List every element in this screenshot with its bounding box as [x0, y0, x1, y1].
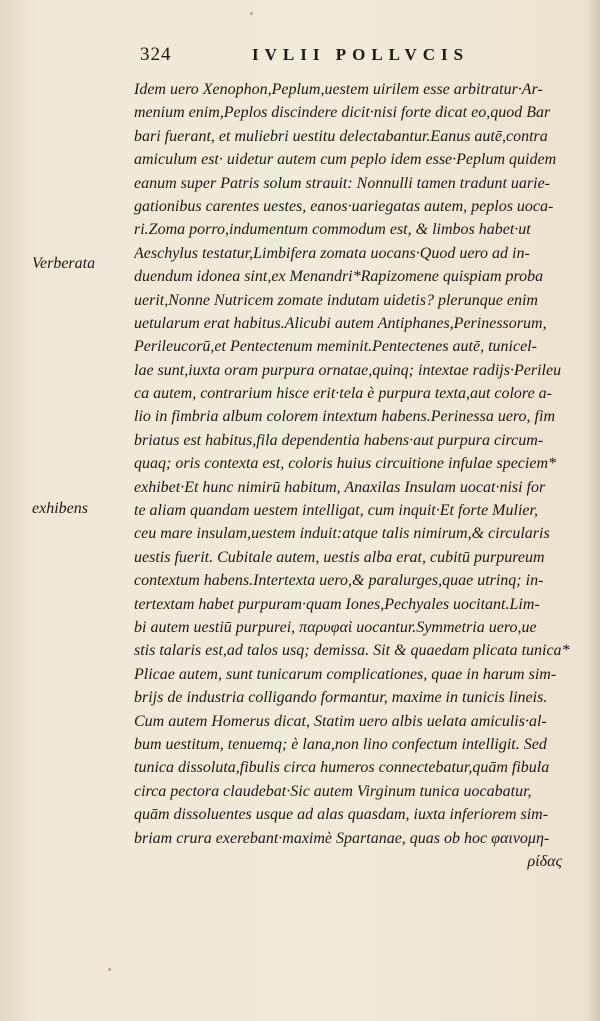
text-line: Plicae autem, sunt tunicarum complicationes, quae in harum sim- [134, 665, 557, 683]
page-header [140, 44, 560, 68]
text-line: menium enim,Peplos discindere dicit·nisi forte dicat eo,quod Bar [134, 104, 551, 122]
text-line: gationibus carentes uestes, eanos·uariegatas autem, peplos uoca- [134, 197, 554, 215]
margin-note: Verberata [32, 255, 96, 272]
text-line: lae sunt,iuxta oram purpura ornatae,quinq; intextae radijs·Perileu [134, 361, 562, 379]
text-line: te aliam quandam uestem intelligat, cum inquit·Et forte Mulier, [134, 502, 538, 520]
text-line: Perileucorū,et Pentectenum meminit.Pentectenes autē, tunicel- [134, 338, 537, 356]
paper-speck [108, 968, 111, 971]
paper-speck [250, 12, 253, 15]
margin-note: exhibens [32, 500, 88, 517]
text-line: circa pectora claudebat·Sic autem Virginum tunica uocabatur, [134, 782, 532, 800]
text-line: briatus est habitus,fila dependentia habens·aut purpura circum- [134, 431, 544, 449]
text-line: uestis fuerit. Cubitale autem, uestis alba erat, cubitū purpureum [134, 548, 545, 566]
page-number: 324 [140, 44, 172, 65]
text-line: quām dissoluentes usque ad alas quasdam, iuxta inferiorem sim- [134, 806, 549, 824]
text-line: tertextam habet purpuram·quam Iones,Pechyales uocitant.Lim- [134, 595, 540, 613]
text-line: tunica dissoluta,fibulis circa humeros connectebatur,quām fibula [134, 759, 550, 777]
body-text [134, 78, 572, 873]
text-line: exhibet·Et hunc nimirū habitum, Anaxilas Insulam uocat·nisi for [134, 478, 546, 496]
text-line: Idem uero Xenophon,Peplum,uestem uirilem esse arbitratur·Ar- [134, 81, 543, 98]
text-line: contextum habens.Intertexta uero,& paralurges,quae utrinq; in- [134, 572, 544, 590]
text-line: bari fuerant, et muliebri uestitu delectabantur.Eanus autē,contra [134, 127, 548, 145]
text-line: amiculum est· uidetur autem cum peplo idem esse·Peplum quidem [134, 151, 557, 169]
text-line: ri.Zoma porro,indumentum commodum est, & limbos habet·ut [134, 221, 531, 239]
text-line: stis talaris est,ad talos usq; demissa. Sit & quaedam plicata tunica* [134, 642, 570, 660]
page-spine-shadow [586, 0, 600, 1021]
text-line: quaq; oris contexta est, coloris huius circuitione infulae speciem* [134, 455, 556, 473]
text-line: ca autem, contrarium hisce erit·tela è purpura texta,aut colore a- [134, 385, 552, 403]
text-line: uetularum erat habitus.Alicubi autem Antiphanes,Perinessorum, [134, 314, 547, 332]
text-line: uerit,Nonne Nutricem zomate indutam uidetis? plerunque enim [134, 291, 538, 309]
text-line: eanum super Patris solum strauit: Nonnulli tamen tradunt uarie- [134, 174, 550, 192]
text-line: duendum idonea sint,ex Menandri*Rapizomene quispiam proba [134, 268, 544, 286]
text-line: Aeschylus testatur,Limbifera zomata uocans·Quod uero ad in- [134, 244, 530, 262]
text-line: ceu mare insulam,uestem induit:atque talis nimirum,& circularis [134, 525, 550, 543]
text-line: lio in fimbria album colorem intextum habens.Perinessa uero, fim [134, 408, 555, 426]
text-line: briam crura exerebant·maximè Spartanae, quas ob hoc φαινομη- [134, 829, 550, 847]
running-title: IVLII POLLVCIS [252, 45, 470, 64]
text-line: brijs de industria colligando formantur, maxime in tunicis lineis. [134, 689, 548, 707]
text-line: bum uestitum, tenuemq; è lana,non lino confectum intelligit. Sed [134, 735, 547, 753]
catchword: ρίδας [527, 852, 562, 870]
text-line: Cum autem Homerus dicat, Statim uero albis uelata amiculis·al- [134, 712, 547, 730]
text-line: bi autem uestiū purpurei, παρυφαὶ uocantur.Symmetria uero,ue [134, 618, 537, 636]
